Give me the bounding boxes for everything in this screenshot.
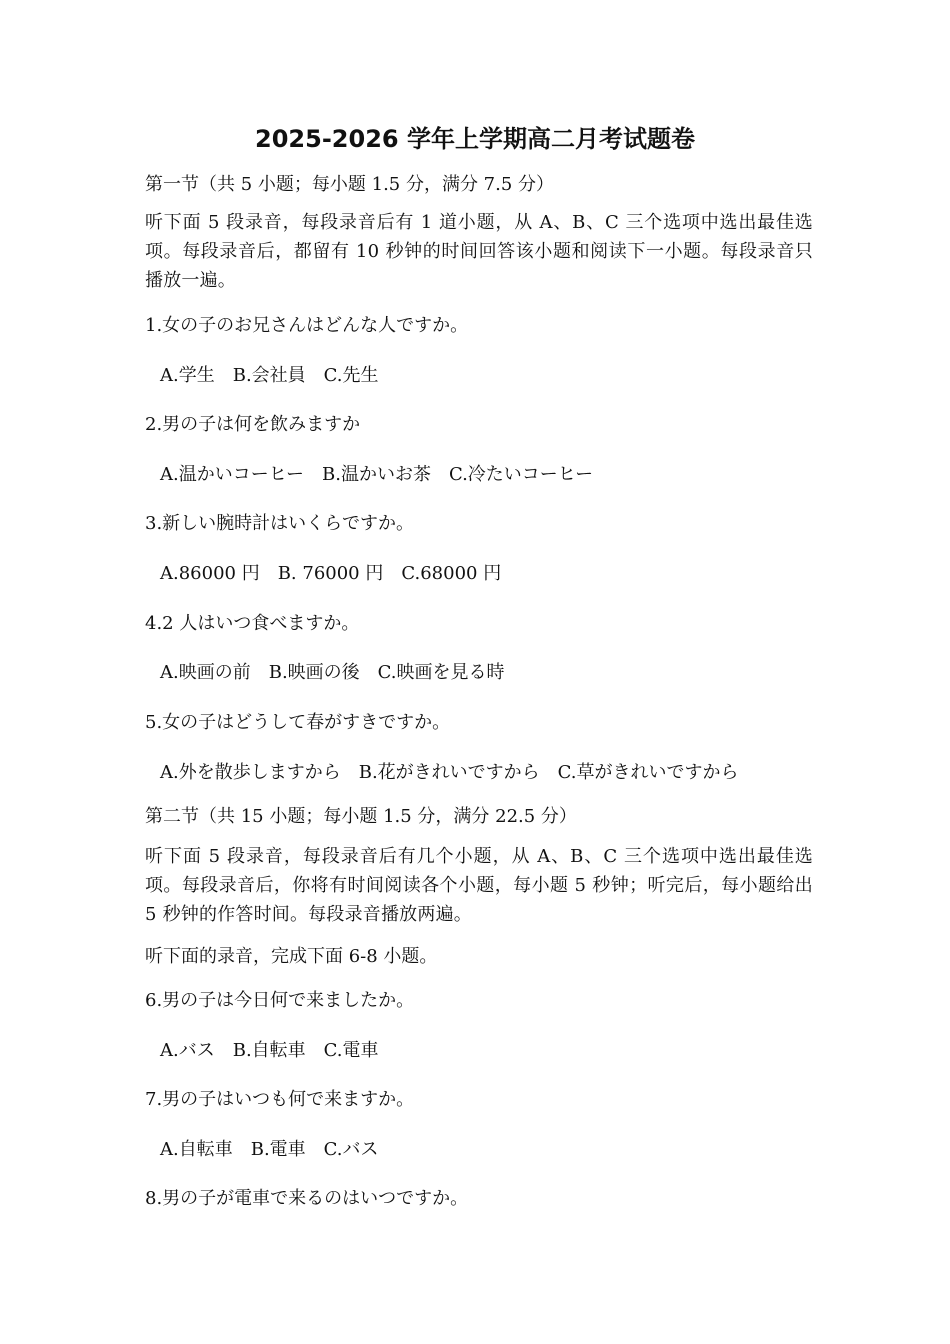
question-4: 4.2 人はいつ食べますか。	[145, 613, 360, 634]
question-5-options: A.外を散歩しますから B.花がきれいですから C.草がきれいですから	[160, 762, 739, 783]
question-7-options: A.自転車 B.電車 C.バス	[160, 1139, 379, 1160]
section1-instructions: 听下面 5 段录音，每段录音后有 1 道小题，从 A、B、C 三个选项中选出最佳选项。每段录音后，都留有 10 秒钟的时间回答该小题和阅读下一小题。每段录音只播放一遍。	[145, 212, 813, 291]
page-title: 2025-2026 学年上学期高二月考试题卷	[255, 125, 695, 153]
question-4-options: A.映画の前 B.映画の後 C.映画を見る時	[160, 662, 505, 683]
question-2-options: A.温かいコーヒー B.温かいお茶 C.冷たいコーヒー	[160, 464, 594, 485]
question-7: 7.男の子はいつも何で来ますか。	[145, 1089, 415, 1110]
section2-sub-instruction: 听下面的录音，完成下面 6-8 小题。	[145, 946, 438, 967]
section1-heading: 第一节（共 5 小题；每小题 1.5 分，满分 7.5 分）	[145, 174, 555, 195]
question-1-options: A.学生 B.会社員 C.先生	[160, 365, 379, 386]
question-5: 5.女の子はどうして春がすきですか。	[145, 712, 451, 733]
section2-instructions: 听下面 5 段录音，每段录音后有几个小题，从 A、B、C 三个选项中选出最佳选项。每段录音后，你将有时间阅读各个小题，每小题 5 秒钟；听完后，每小题给出 5 秒钟的作答时间。每段录音播放两遍。	[145, 846, 813, 925]
question-6: 6.男の子は今日何で来ましたか。	[145, 990, 415, 1011]
question-3: 3.新しい腕時計はいくらですか。	[145, 513, 414, 534]
question-6-options: A.バス B.自転車 C.電車	[160, 1040, 379, 1061]
question-8: 8.男の子が電車で来るのはいつですか。	[145, 1188, 469, 1209]
question-3-options: A.86000 円 B. 76000 円 C.68000 円	[160, 563, 502, 584]
question-2: 2.男の子は何を飲みますか	[145, 414, 361, 435]
question-1: 1.女の子のお兄さんはどんな人ですか。	[145, 315, 469, 336]
section2-heading: 第二节（共 15 小题；每小题 1.5 分，满分 22.5 分）	[145, 806, 577, 827]
